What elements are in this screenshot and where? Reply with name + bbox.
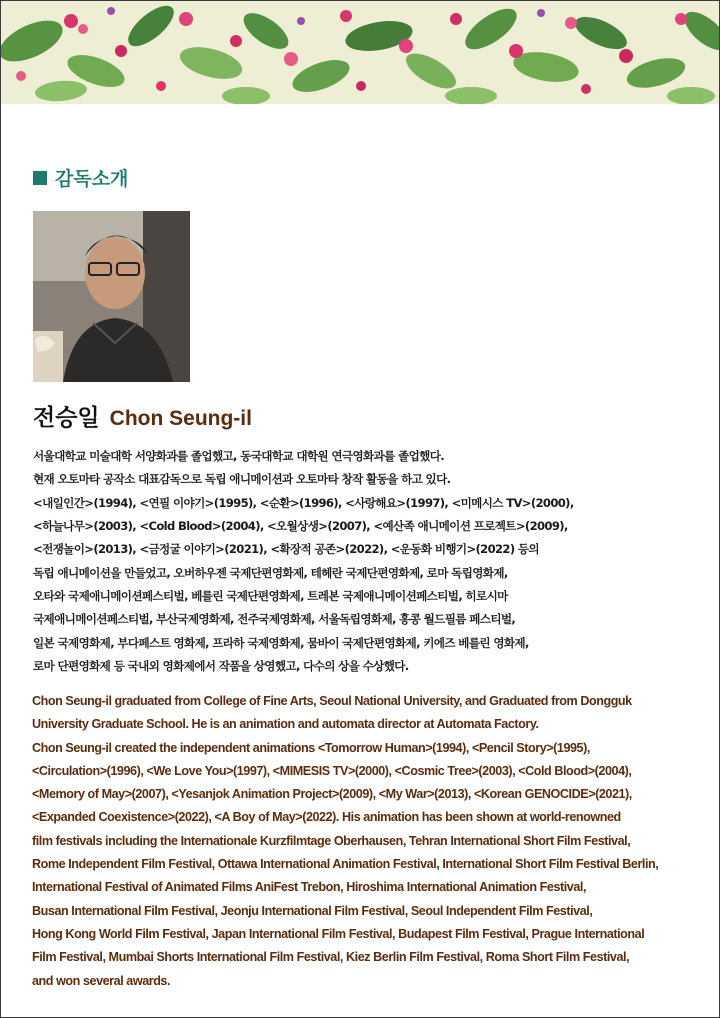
bio-en-line: <Memory of May>(2007), <Yesanjok Animation Project>(2009), <My War>(2013), <Korean GENOCIDE>(2021), — [32, 787, 632, 802]
bio-ko-line: 로마 단편영화제 등 국내외 영화제에서 작품을 상영했고, 다수의 상을 수상했다. — [33, 659, 409, 674]
bio-ko-line: 서울대학교 미술대학 서양화과를 졸업했고, 동국대학교 대학원 연극영화과를 졸업했다. — [33, 449, 444, 463]
bio-en-line: Film Festival, Mumbai Shorts International Film Festival, Kiez Berlin Film Festival, Roma Short Film Festival, — [32, 950, 630, 965]
bio-en-line: Rome Independent Film Festival, Ottawa International Animation Festival, International Short Film Festival Berlin, — [32, 857, 659, 872]
director-name-korean: 전승일 — [33, 405, 100, 431]
square-bullet-icon — [33, 171, 47, 185]
bio-ko-line: 국제애니메이션페스티벌, 부산국제영화제, 전주국제영화제, 서울독립영화제, 홍콩 월드필름 페스티벌, — [33, 612, 516, 627]
bio-en-line: Busan International Film Festival, Jeonju International Film Festival, Seoul Independent Film Festival, — [32, 903, 593, 918]
section-title: 감독소개 — [55, 168, 129, 190]
bio-en-line: Chon Seung-il graduated from College of Fine Arts, Seoul National University, and Graduated from Dongguk — [32, 694, 632, 708]
bio-ko-line: 독립 애니메이션을 만들었고, 오버하우젠 국제단편영화제, 테헤란 국제단편영화제, 로마 독립영화제, — [33, 565, 508, 580]
bio-en-line: <Circulation>(1996), <We Love You>(1997), <MIMESIS TV>(2000), <Cosmic Tree>(2003), <Cold Blood>(2004), — [32, 763, 632, 778]
bio-en-line: Hong Kong World Film Festival, Japan International Film Festival, Budapest Film Festival, Prague International — [32, 926, 645, 941]
bio-en-line: Chon Seung-il created the independent animations <Tomorrow Human>(1994), <Pencil Story>(1995), — [32, 740, 590, 755]
bio-ko-line: <하늘나무>(2003), <Cold Blood>(2004), <오월상생>(2007), <예산족 애니메이션 프로젝트>(2009), — [33, 519, 568, 534]
biography-korean — [33, 445, 693, 678]
director-name-english: Chon Seung-il — [109, 407, 252, 430]
floral-banner — [1, 1, 719, 104]
director-name — [33, 399, 252, 432]
bio-en-line: and won several awards. — [32, 973, 171, 988]
bio-en-line: International Festival of Animated Films AniFest Trebon, Hiroshima International Animation Festival, — [32, 880, 586, 895]
bio-ko-line: <내일인간>(1994), <연필 이야기>(1995), <순환>(1996), <사랑해요>(1997), <미메시스 TV>(2000), — [33, 495, 574, 510]
bio-en-line: <Expanded Coexistence>(2022), <A Boy of May>(2022). His animation has been shown at world-renowned — [32, 810, 621, 825]
bio-ko-line: 현재 오토마타 공작소 대표감독으로 독립 애니메이션과 오토마타 창작 활동을 하고 있다. — [33, 472, 451, 487]
bio-en-line: University Graduate School. He is an animation and automata director at Automata Factory. — [32, 717, 539, 732]
bio-en-line: film festivals including the Internationale Kurzfilmtage Oberhausen, Tehran International Short Film Festival, — [32, 833, 631, 848]
bio-ko-line: 일본 국제영화제, 부다페스트 영화제, 프라하 국제영화제, 뭄바이 국제단편영화제, 키에즈 베를린 영화제, — [33, 635, 529, 650]
bio-ko-line: 오타와 국제애니메이션페스티벌, 베를린 국제단편영화제, 트레본 국제애니메이션페스티벌, 히로시마 — [33, 589, 508, 604]
section-heading — [33, 164, 128, 191]
biography-english — [32, 690, 702, 993]
director-portrait — [33, 211, 190, 382]
bio-ko-line: <전쟁놀이>(2013), <금정굴 이야기>(2021), <확장적 공존>(2022), <운동화 비행기>(2022) 등의 — [33, 542, 539, 557]
